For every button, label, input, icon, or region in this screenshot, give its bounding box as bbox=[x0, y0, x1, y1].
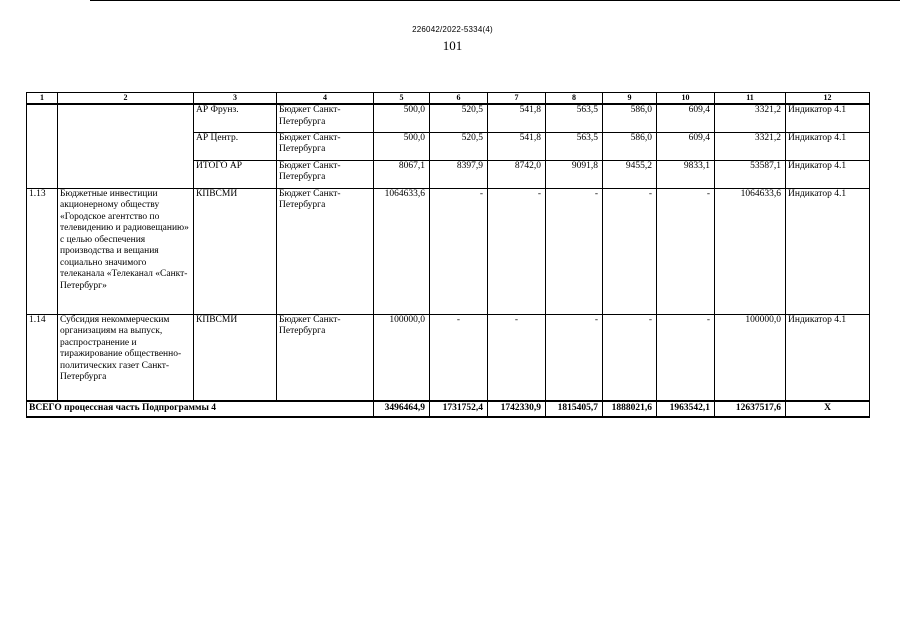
header-cell: 3 bbox=[194, 93, 277, 105]
value-cell: 100000,0 bbox=[715, 314, 786, 401]
top-border-line bbox=[90, 0, 900, 1]
source-cell: Бюджет Санкт-Петербурга bbox=[277, 132, 374, 160]
value-cell: - bbox=[488, 188, 546, 314]
header-cell: 5 bbox=[374, 93, 430, 105]
row-name-cell: Субсидия некоммерческим организациям на выпуск, распространение и тиражирование общественно-политических газет Санкт-Петербурга bbox=[58, 314, 194, 401]
value-cell: 8067,1 bbox=[374, 160, 430, 188]
header-cell: 6 bbox=[430, 93, 488, 105]
indicator-cell: Индикатор 4.1 bbox=[786, 188, 870, 314]
header-cell: 9 bbox=[603, 93, 657, 105]
row-number-cell-empty bbox=[27, 104, 58, 188]
header-cell: 7 bbox=[488, 93, 546, 105]
value-cell: 8397,9 bbox=[430, 160, 488, 188]
table-row bbox=[27, 314, 870, 401]
value-cell: 3321,2 bbox=[715, 132, 786, 160]
value-cell: - bbox=[603, 314, 657, 401]
source-cell: Бюджет Санкт-Петербурга bbox=[277, 160, 374, 188]
source-cell: Бюджет Санкт-Петербурга bbox=[277, 104, 374, 132]
total-value-cell: 3496464,9 bbox=[374, 401, 430, 417]
value-cell: - bbox=[657, 314, 715, 401]
value-cell: - bbox=[657, 188, 715, 314]
value-cell: 3321,2 bbox=[715, 104, 786, 132]
indicator-cell: Индикатор 4.1 bbox=[786, 314, 870, 401]
row-name-cell-empty bbox=[58, 104, 194, 188]
value-cell: 520,5 bbox=[430, 132, 488, 160]
value-cell: 541,8 bbox=[488, 132, 546, 160]
page-number: 101 bbox=[442, 38, 463, 53]
header-cell: 10 bbox=[657, 93, 715, 105]
row-number-cell: 1.14 bbox=[27, 314, 58, 401]
indicator-cell: Индикатор 4.1 bbox=[786, 132, 870, 160]
total-value-cell: 1815405,7 bbox=[546, 401, 603, 417]
value-cell: 1064633,6 bbox=[374, 188, 430, 314]
value-cell: - bbox=[546, 314, 603, 401]
executor-cell: КПВСМИ bbox=[194, 188, 277, 314]
value-cell: 8742,0 bbox=[488, 160, 546, 188]
executor-cell: АР Центр. bbox=[194, 132, 277, 160]
total-value-cell: 12637517,6 bbox=[715, 401, 786, 417]
total-value-cell: 1742330,9 bbox=[488, 401, 546, 417]
header-cell: 4 bbox=[277, 93, 374, 105]
value-cell: 1064633,6 bbox=[715, 188, 786, 314]
total-label-cell: ВСЕГО процессная часть Подпрограммы 4 bbox=[27, 401, 374, 417]
header-cell: 8 bbox=[546, 93, 603, 105]
executor-cell: ИТОГО АР bbox=[194, 160, 277, 188]
value-cell: 100000,0 bbox=[374, 314, 430, 401]
executor-cell: КПВСМИ bbox=[194, 314, 277, 401]
header-cell: 2 bbox=[58, 93, 194, 105]
table-row bbox=[27, 104, 870, 132]
row-number-cell: 1.13 bbox=[27, 188, 58, 314]
total-value-cell: 1963542,1 bbox=[657, 401, 715, 417]
value-cell: - bbox=[488, 314, 546, 401]
value-cell: 609,4 bbox=[657, 104, 715, 132]
total-value-cell: 1731752,4 bbox=[430, 401, 488, 417]
row-name-cell: Бюджетные инвестиции акционерному обществу «Городское агентство по телевидению и радиовещанию» с целью обеспечения производства и вещания социально значимого телеканала «Телеканал «Санкт-Петербург» bbox=[58, 188, 194, 314]
indicator-cell: Индикатор 4.1 bbox=[786, 104, 870, 132]
total-indicator-cell: X bbox=[786, 401, 870, 417]
source-cell: Бюджет Санкт-Петербурга bbox=[277, 188, 374, 314]
header-cell: 11 bbox=[715, 93, 786, 105]
value-cell: 563,5 bbox=[546, 132, 603, 160]
value-cell: 586,0 bbox=[603, 132, 657, 160]
value-cell: 9455,2 bbox=[603, 160, 657, 188]
header-cell: 12 bbox=[786, 93, 870, 105]
value-cell: 609,4 bbox=[657, 132, 715, 160]
header-cell: 1 bbox=[27, 93, 58, 105]
value-cell: - bbox=[603, 188, 657, 314]
total-row bbox=[27, 401, 870, 417]
document-code: 226042/2022-5334(4) bbox=[412, 25, 493, 34]
value-cell: 541,8 bbox=[488, 104, 546, 132]
total-value-cell: 1888021,6 bbox=[603, 401, 657, 417]
value-cell: 520,5 bbox=[430, 104, 488, 132]
value-cell: 53587,1 bbox=[715, 160, 786, 188]
value-cell: 500,0 bbox=[374, 104, 430, 132]
indicator-cell: Индикатор 4.1 bbox=[786, 160, 870, 188]
value-cell: 500,0 bbox=[374, 132, 430, 160]
value-cell: - bbox=[546, 188, 603, 314]
value-cell: - bbox=[430, 314, 488, 401]
value-cell: 9091,8 bbox=[546, 160, 603, 188]
value-cell: 586,0 bbox=[603, 104, 657, 132]
value-cell: 9833,1 bbox=[657, 160, 715, 188]
value-cell: 563,5 bbox=[546, 104, 603, 132]
table-row bbox=[27, 188, 870, 314]
value-cell: - bbox=[430, 188, 488, 314]
source-cell: Бюджет Санкт-Петербурга bbox=[277, 314, 374, 401]
table-header-row bbox=[27, 93, 870, 105]
executor-cell: АР Фрунз. bbox=[194, 104, 277, 132]
budget-table bbox=[26, 92, 870, 418]
